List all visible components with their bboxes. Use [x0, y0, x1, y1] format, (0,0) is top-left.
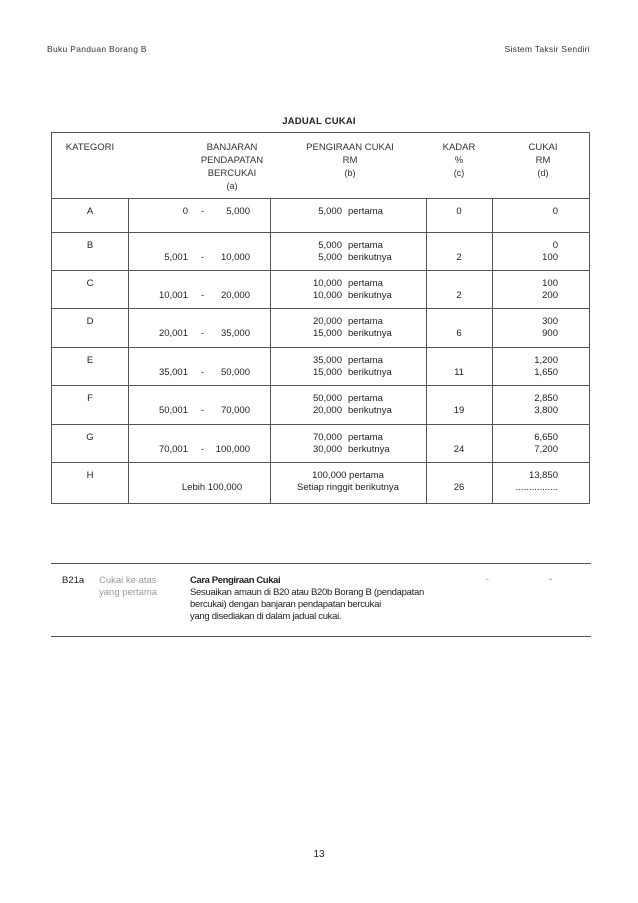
row-range-from: 0 [182, 206, 188, 217]
header-pengiraan-line: PENGIRAAN CUKAI [306, 142, 394, 153]
row-calc-amount: 70,000 [312, 432, 342, 443]
row-kadar: 2 [456, 290, 462, 301]
row-kadar: 2 [456, 252, 462, 263]
b21-top-rule [51, 563, 591, 564]
row-cukai: 2,850 [534, 393, 558, 404]
document-header-left: Buku Panduan Borang B [47, 44, 147, 54]
row-range-dash: - [201, 328, 205, 339]
document-header-right: Sistem Taksir Sendiri [504, 44, 590, 54]
row-calc-desc: berikutnya [348, 405, 392, 416]
row-range-from: 70,001 [158, 444, 188, 455]
header-banjaran-line: PENDAPATAN [200, 155, 264, 166]
tax-table [51, 132, 590, 504]
row-range-dash: - [201, 206, 205, 217]
row-kadar: 6 [456, 328, 462, 339]
row-kategori: C [86, 278, 94, 289]
table-title: JADUAL CUKAI [282, 116, 356, 127]
row-range-to: 50,000 [220, 367, 250, 378]
row-calc-amount: 5,000 [318, 206, 342, 217]
row-calc-text: 100,000 pertama [312, 470, 384, 481]
row-calc-desc: berikutnya [348, 252, 392, 263]
table-row [52, 232, 589, 271]
row-kategori: B [86, 240, 94, 251]
header-cukai-line: CUKAI [528, 142, 558, 153]
row-range-dash: - [201, 252, 205, 263]
row-calc-desc: pertama [348, 206, 383, 217]
table-row [52, 462, 589, 503]
header-kadar-line: % [454, 155, 464, 166]
table-row [52, 270, 589, 309]
header-cukai-line: (d) [537, 168, 549, 178]
row-calc-amount: 15,000 [312, 367, 342, 378]
table-row [52, 198, 589, 233]
header-cukai-line: RM [535, 155, 551, 166]
b21-instructions [190, 575, 424, 623]
b21-dash: - [486, 574, 489, 584]
row-cukai: 13,850 [528, 470, 558, 481]
row-calc-amount: 20,000 [312, 316, 342, 327]
b21-dash: - [549, 574, 552, 584]
row-calc-amount: 10,000 [312, 278, 342, 289]
table-row [52, 308, 589, 348]
row-calc-desc: pertama [348, 355, 383, 366]
row-range-from: 10,001 [158, 290, 188, 301]
row-cukai: 7,200 [534, 444, 558, 455]
header-kategori: KATEGORI [65, 142, 115, 153]
header-banjaran-line: BERCUKAI [207, 168, 257, 179]
b21-line: bercukai) dengan banjaran pendapatan bercukai [190, 599, 381, 610]
b21-line: Sesuaikan amaun di B20 atau B20b Borang B (pendapatan [190, 587, 424, 598]
table-header-row [52, 133, 589, 199]
row-calc-desc: pertama [348, 393, 383, 404]
b21-line: yang disediakan di dalam jadual cukai. [190, 611, 342, 622]
row-cukai: 300 [542, 316, 558, 327]
row-calc-desc: berikutnya [348, 290, 392, 301]
row-range-from: 5,001 [164, 252, 188, 263]
row-calc-desc: berikutnya [348, 367, 392, 378]
row-range-from: 35,001 [158, 367, 188, 378]
row-cukai: ................ [515, 482, 558, 493]
row-cukai: 100 [542, 252, 558, 263]
row-range-to: 70,000 [220, 405, 250, 416]
row-range-to: 10,000 [220, 252, 250, 263]
row-cukai: 3,800 [534, 405, 558, 416]
row-range-to: 100,000 [215, 444, 250, 455]
row-cukai: 0 [552, 240, 558, 251]
table-row [52, 385, 589, 425]
row-calc-amount: 50,000 [312, 393, 342, 404]
row-range: Lebih 100,000 [181, 482, 243, 493]
header-pengiraan [270, 141, 430, 180]
page-number: 13 [313, 849, 325, 860]
row-range-from: 50,001 [158, 405, 188, 416]
b21-subtitle-line: Cukai ke atas [99, 575, 157, 586]
header-banjaran-line: (a) [226, 181, 238, 191]
b21-subtitle [99, 575, 157, 599]
table-row [52, 424, 589, 463]
row-range-dash: - [201, 405, 205, 416]
row-cukai: 1,650 [534, 367, 558, 378]
row-calc-amount: 10,000 [312, 290, 342, 301]
row-kategori: A [86, 206, 94, 217]
row-cukai: 0 [552, 206, 558, 217]
b21-heading: Cara Pengiraan Cukai [190, 575, 281, 586]
header-banjaran-line: BANJARAN [206, 142, 258, 153]
row-cukai: 1,200 [534, 355, 558, 366]
row-calc-amount: 30,000 [312, 444, 342, 455]
header-pengiraan-line: RM [342, 155, 358, 166]
b21-bottom-rule [51, 636, 591, 637]
header-cukai [507, 141, 579, 180]
header-pengiraan-line: (b) [344, 168, 356, 178]
row-range-dash: - [201, 290, 205, 301]
b21-subtitle-line: yang pertama [99, 587, 158, 598]
row-calc-desc: berkutnya [348, 444, 390, 455]
row-calc-amount: 5,000 [318, 252, 342, 263]
table-row [52, 347, 589, 386]
row-cukai: 6,650 [534, 432, 558, 443]
row-calc-desc: pertama [348, 278, 383, 289]
header-kadar-line: KADAR [442, 142, 476, 153]
row-range-to: 35,000 [220, 328, 250, 339]
row-calc-amount: 20,000 [312, 405, 342, 416]
row-cukai: 200 [542, 290, 558, 301]
row-range-dash: - [201, 367, 205, 378]
row-kategori: D [86, 316, 94, 327]
row-range-from: 20,001 [158, 328, 188, 339]
header-kadar [426, 141, 492, 180]
row-range-to: 20,000 [220, 290, 250, 301]
row-range-dash: - [201, 444, 205, 455]
row-kadar: 11 [454, 367, 464, 378]
row-cukai: 100 [542, 278, 558, 289]
row-kategori: E [86, 355, 94, 366]
row-cukai: 900 [542, 328, 558, 339]
row-calc-amount: 5,000 [318, 240, 342, 251]
row-calc-desc: berikutnya [348, 328, 392, 339]
row-kadar: 19 [453, 405, 465, 416]
row-kadar: 0 [456, 206, 462, 217]
row-calc-amount: 15,000 [312, 328, 342, 339]
row-calc-text: Setiap ringgit berikutnya [297, 482, 399, 493]
header-kadar-line: (c) [453, 168, 465, 178]
row-kadar: 26 [453, 482, 465, 493]
row-calc-desc: pertama [348, 316, 383, 327]
row-range-to: 5,000 [226, 206, 250, 217]
row-calc-amount: 35,000 [312, 355, 342, 366]
row-calc-desc: pertama [348, 432, 383, 443]
b21-code: B21a [62, 575, 85, 586]
row-kadar: 24 [453, 444, 465, 455]
row-kategori: G [86, 432, 94, 443]
row-kategori: H [86, 470, 94, 481]
row-kategori: F [87, 393, 93, 404]
row-calc-desc: pertama [348, 240, 383, 251]
